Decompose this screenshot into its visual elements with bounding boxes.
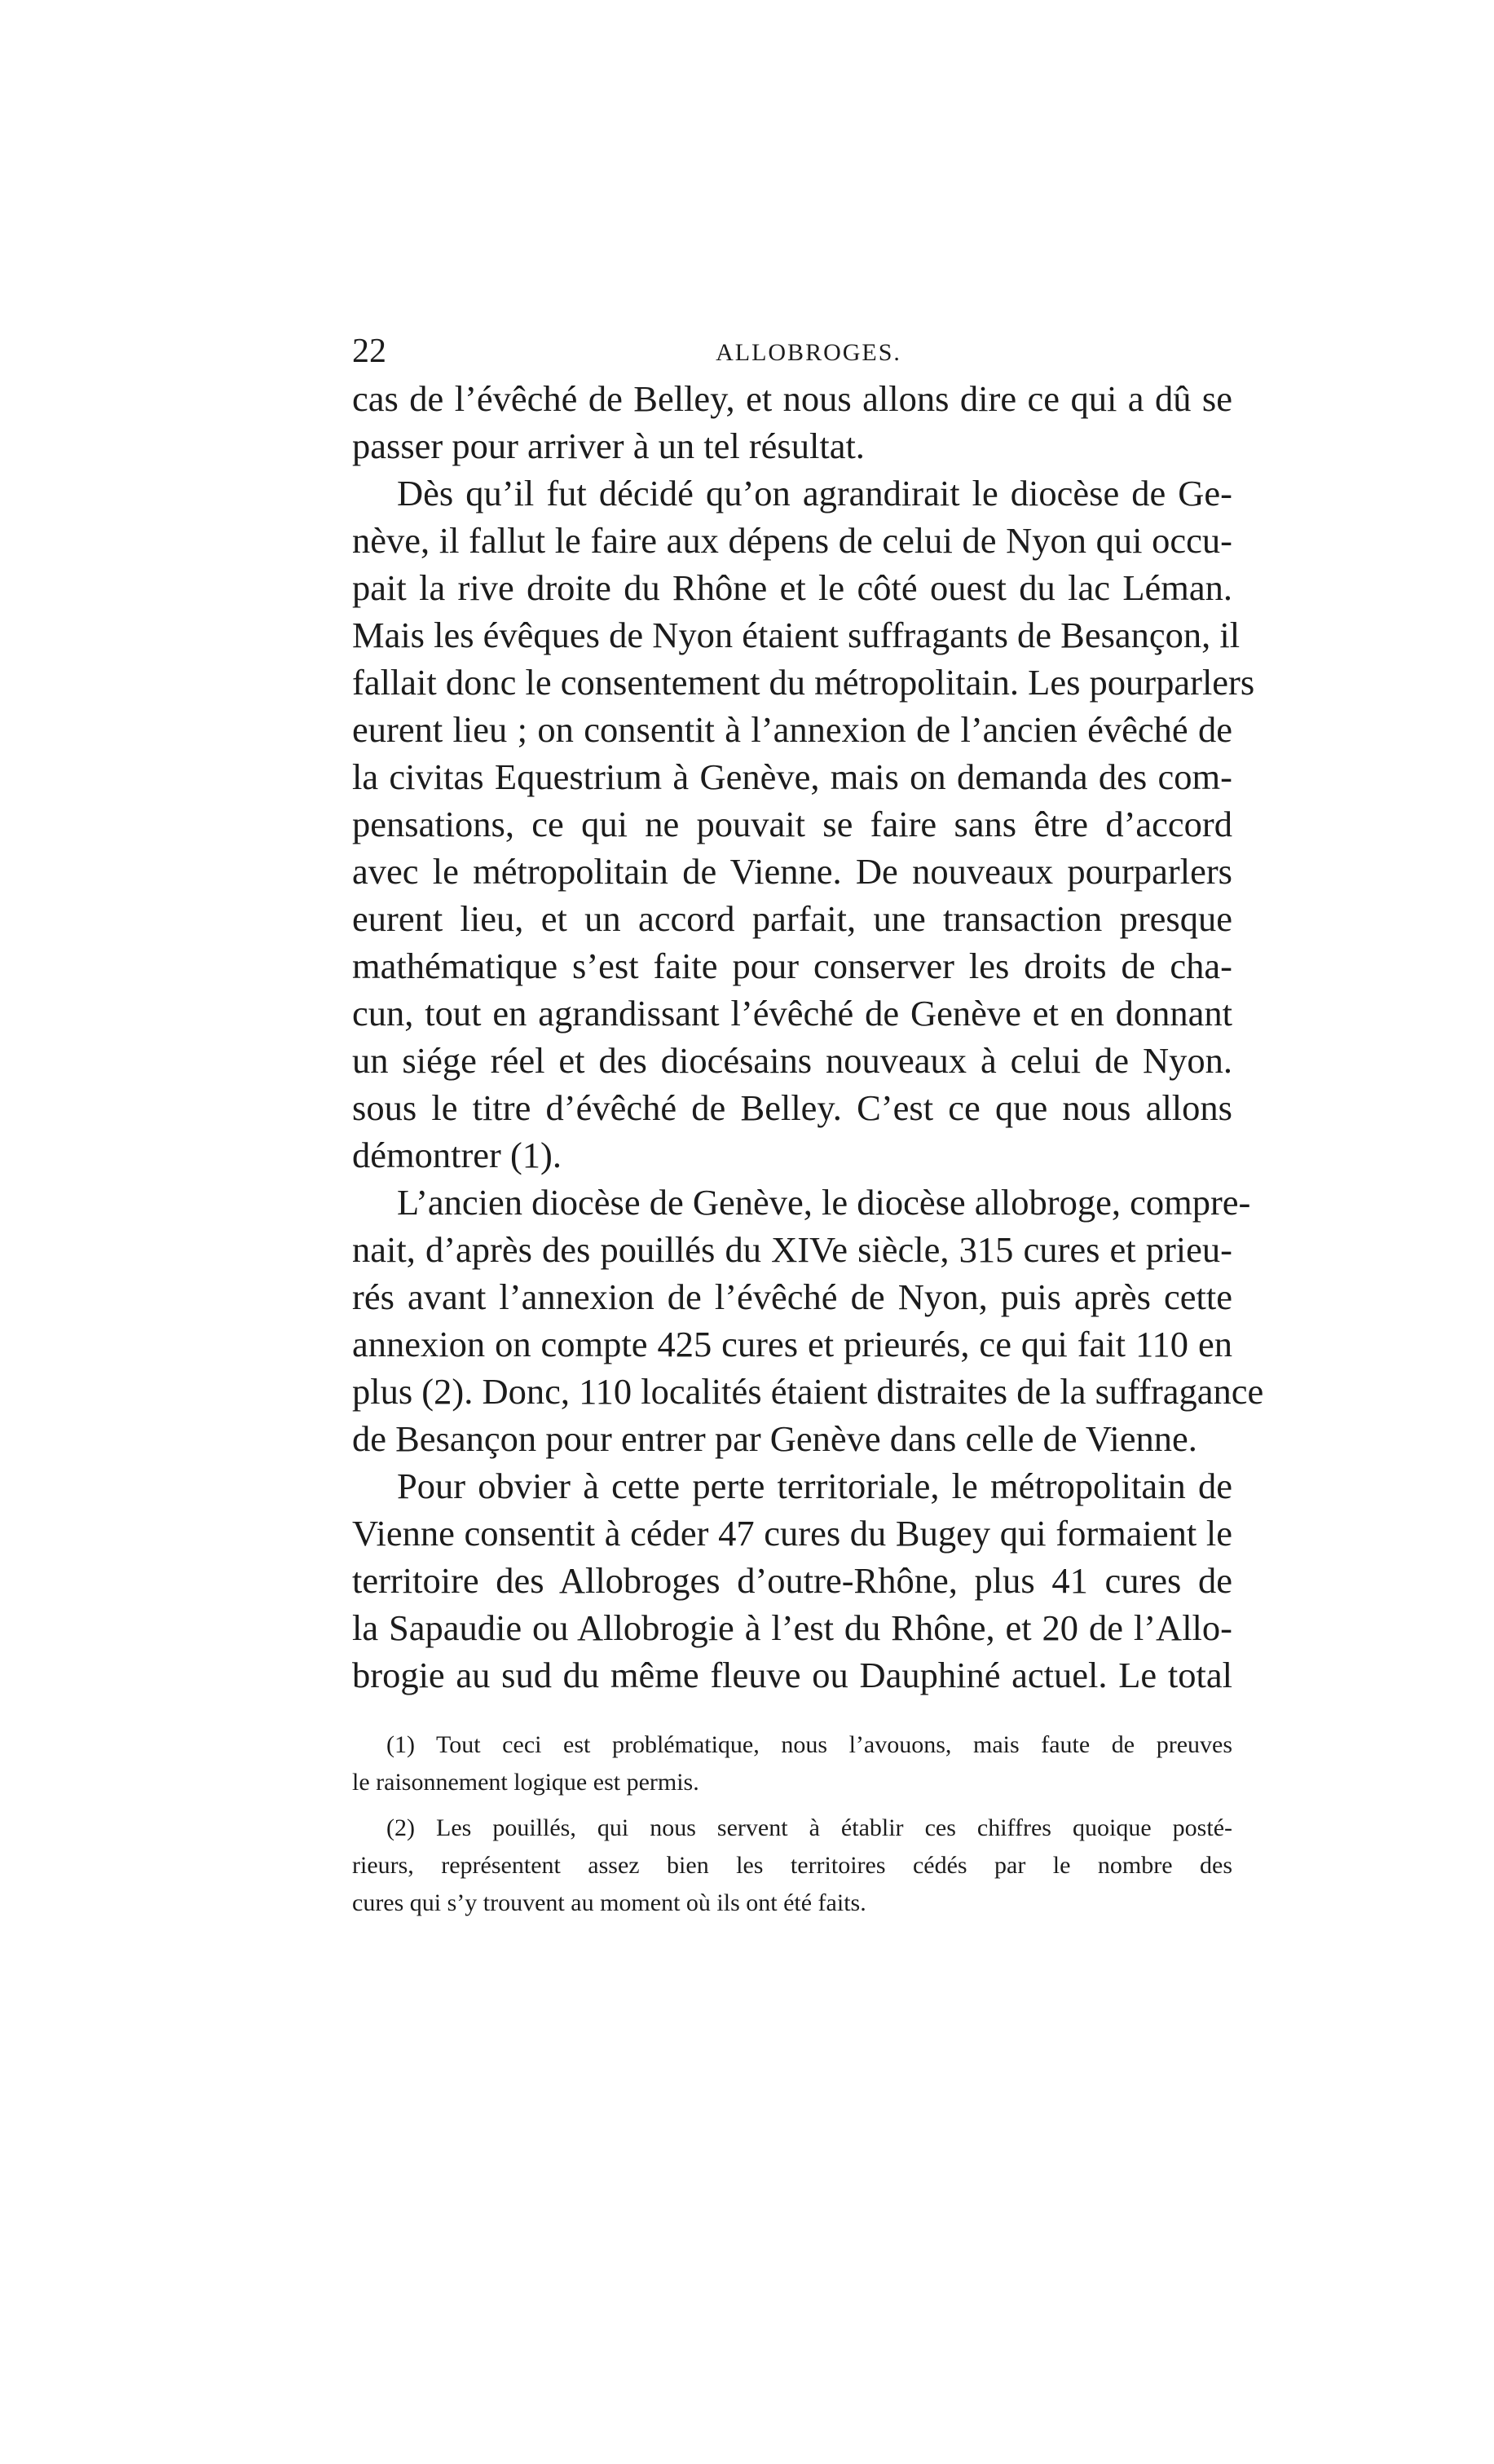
body-line: eurent lieu, et un accord parfait, une transaction presque — [352, 898, 1232, 939]
body-line: Mais les évêques de Nyon étaient suffragants de Besançon, il — [352, 615, 1241, 655]
body-line: avec le métropolitain de Vienne. De nouveaux pourparlers — [352, 851, 1232, 892]
footnotes — [352, 1726, 1232, 1922]
body-line: sous le titre d’évêché de Belley. C’est ce que nous allons — [352, 1087, 1232, 1128]
body-line: territoire des Allobroges d’outre-Rhône, plus 41 cures de — [352, 1560, 1232, 1601]
footnote-line: (1) Tout ceci est problématique, nous l’avouons, mais faute de preuves — [386, 1731, 1232, 1758]
body-line: un siége réel et des diocésains nouveaux à celui de Nyon. — [352, 1040, 1232, 1081]
body-line: pensations, ce qui ne pouvait se faire sans être d’accord — [352, 804, 1232, 844]
body-line: de Besançon pour entrer par Genève dans celle de Vienne. — [352, 1418, 1197, 1459]
body-line: plus (2). Donc, 110 localités étaient distraites de la suffragance — [352, 1371, 1264, 1412]
body-line: démontrer (1). — [352, 1135, 562, 1175]
body-line: fallait donc le consentement du métropolitain. Les pourparlers — [352, 662, 1255, 703]
body-line: cas de l’évêché de Belley, et nous allons dire ce qui a dû se — [352, 378, 1232, 419]
running-title: ALLOBROGES. — [716, 339, 901, 366]
body-line: mathématique s’est faite pour conserver les droits de cha- — [352, 945, 1232, 986]
body-line: la civitas Equestrium à Genève, mais on demanda des com- — [352, 756, 1232, 797]
footnote-line: (2) Les pouillés, qui nous servent à établir ces chiffres quoique posté- — [386, 1814, 1232, 1841]
body-line: passer pour arriver à un tel résultat. — [352, 425, 865, 466]
body-line: nève, il fallut le faire aux dépens de celui de Nyon qui occu- — [352, 520, 1232, 561]
body-line: cun, tout en agrandissant l’évêché de Genève et en donnant — [352, 993, 1232, 1034]
running-head — [352, 330, 1232, 372]
body-line: brogie au sud du même fleuve ou Dauphiné actuel. Le total — [352, 1655, 1232, 1695]
body-line: eurent lieu ; on consentit à l’annexion de l’ancien évêché de — [352, 709, 1232, 750]
footnote-line: cures qui s’y trouvent au moment où ils ont été faits. — [352, 1889, 866, 1916]
body-line: Vienne consentit à céder 47 cures du Bugey qui formaient le — [352, 1513, 1232, 1554]
footnote-line: le raisonnement logique est permis. — [352, 1769, 699, 1796]
body-line: Dès qu’il fut décidé qu’on agrandirait le diocèse de Ge- — [397, 473, 1232, 514]
body-line: annexion on compte 425 cures et prieurés, ce qui fait 110 en — [352, 1324, 1232, 1364]
body-line: L’ancien diocèse de Genève, le diocèse allobroge, compre- — [397, 1182, 1251, 1223]
footnote-line: rieurs, représentent assez bien les territoires cédés par le nombre des — [352, 1852, 1232, 1879]
body-line: nait, d’après des pouillés du XIVe siècle, 315 cures et prieu- — [352, 1229, 1232, 1270]
body-line: la Sapaudie ou Allobrogie à l’est du Rhône, et 20 de l’Allo- — [352, 1607, 1232, 1648]
body-text — [352, 375, 1264, 1699]
body-line: rés avant l’annexion de l’évêché de Nyon, puis après cette — [352, 1276, 1232, 1317]
body-line: Pour obvier à cette perte territoriale, le métropolitain de — [397, 1466, 1232, 1506]
page-number: 22 — [352, 333, 386, 370]
body-line: pait la rive droite du Rhône et le côté ouest du lac Léman. — [352, 567, 1232, 608]
